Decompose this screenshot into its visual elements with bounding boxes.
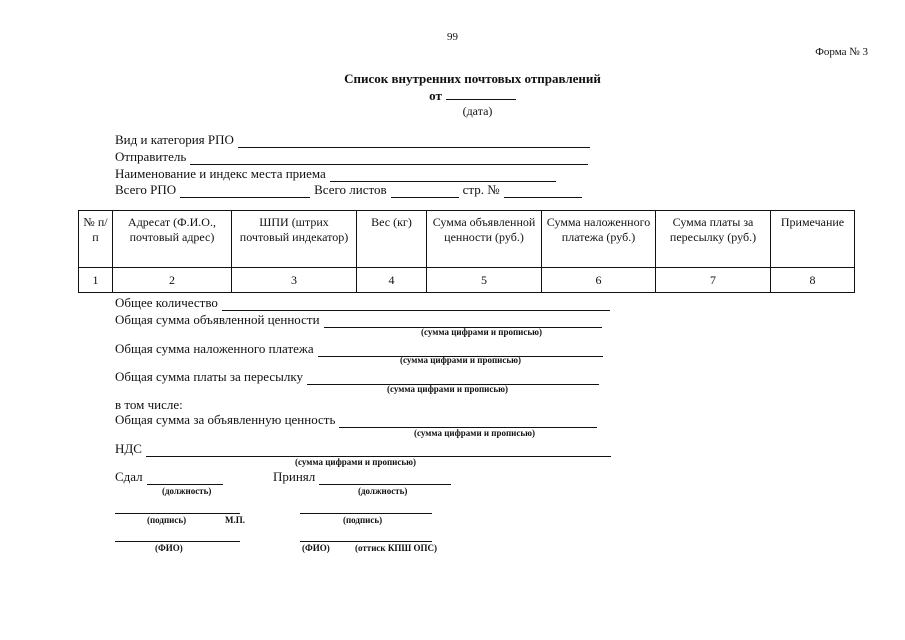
- total-count-line: [222, 298, 610, 311]
- table-header: Сумма наложенного платежа (руб.): [542, 211, 656, 268]
- received-signature-caption: (подпись): [343, 515, 383, 525]
- total-count-field: [115, 295, 610, 311]
- date-line: [0, 88, 905, 104]
- form-number: Форма № 3: [815, 46, 868, 58]
- column-number: 7: [656, 268, 771, 293]
- table-header: Вес (кг): [357, 211, 427, 268]
- total-count-label: Общее количество: [115, 295, 218, 310]
- received-fio-line: [300, 540, 432, 542]
- handed-signature-line: [115, 512, 240, 514]
- column-number: 5: [427, 268, 542, 293]
- document-title: Список внутренних почтовых отправлений: [344, 71, 601, 86]
- including-label: в том числе:: [115, 397, 183, 412]
- table-number-row: [79, 268, 855, 293]
- table-header: Адресат (Ф.И.О., почтовый адрес): [113, 211, 232, 268]
- table-header: ШПИ (штрих почтовый индекатор): [232, 211, 357, 268]
- rpo-table: [78, 210, 855, 293]
- page-label: стр. №: [462, 182, 500, 197]
- for-declared-value-line: [339, 415, 597, 428]
- table-header: Сумма платы за пересылку (руб.): [656, 211, 771, 268]
- reception-place-line: [330, 169, 556, 182]
- received-position-caption: (должность): [358, 486, 408, 496]
- page-line: [504, 185, 582, 198]
- column-number: 3: [232, 268, 357, 293]
- column-number: 2: [113, 268, 232, 293]
- date-blank: [446, 88, 516, 100]
- vat-line: [146, 444, 611, 457]
- declared-value-label: Общая сумма объявленной ценности: [115, 312, 320, 327]
- sum-caption: (сумма цифрами и прописью): [400, 355, 521, 365]
- handed-position-caption: (должность): [162, 486, 212, 496]
- shipping-fee-label: Общая сумма платы за пересылку: [115, 369, 303, 384]
- total-sheets-label: Всего листов: [314, 182, 387, 197]
- sum-caption: (сумма цифрами и прописью): [414, 428, 535, 438]
- vat-label: НДС: [115, 441, 142, 456]
- handed-field: [115, 469, 223, 485]
- handed-fio-caption: (ФИО): [155, 543, 183, 553]
- handed-fio-line: [115, 540, 240, 542]
- stamp-caption: (оттиск КПШ ОПС): [355, 543, 437, 553]
- declared-value-field: [115, 312, 602, 328]
- received-signature-line: [300, 512, 432, 514]
- stamp-place-label: М.П.: [225, 515, 245, 525]
- rpo-type-label: Вид и категория РПО: [115, 132, 234, 147]
- vat-field: [115, 441, 611, 457]
- sum-caption: (сумма цифрами и прописью): [295, 457, 416, 467]
- date-caption: (дата): [462, 104, 493, 118]
- column-number: 1: [79, 268, 113, 293]
- rpo-type-line: [238, 135, 590, 148]
- table-header-row: [79, 211, 855, 268]
- sender-line: [190, 152, 588, 165]
- sender-label: Отправитель: [115, 149, 187, 164]
- for-declared-value-label: Общая сумма за объявленную ценность: [115, 412, 336, 427]
- table-header: № п/п: [79, 211, 113, 268]
- table-header: Примечание: [771, 211, 855, 268]
- rpo-type-field: [115, 132, 590, 148]
- sender-field: [115, 149, 588, 165]
- column-number: 4: [357, 268, 427, 293]
- column-number: 8: [771, 268, 855, 293]
- reception-place-label: Наименование и индекс места приема: [115, 166, 326, 181]
- table-header: Сумма объявленной ценности (руб.): [427, 211, 542, 268]
- received-position-line: [319, 472, 451, 485]
- total-rpo-line: [180, 185, 310, 198]
- handed-label: Сдал: [115, 469, 143, 484]
- received-fio-caption: (ФИО): [302, 543, 330, 553]
- total-sheets-line: [391, 185, 459, 198]
- reception-place-field: [115, 166, 556, 182]
- received-field: [273, 469, 451, 485]
- date-prefix: от: [429, 88, 442, 103]
- totals-row: [115, 182, 582, 198]
- handed-signature-caption: (подпись): [147, 515, 187, 525]
- cod-payment-label: Общая сумма наложенного платежа: [115, 341, 314, 356]
- handed-position-line: [147, 472, 223, 485]
- cod-payment-field: [115, 341, 603, 357]
- sum-caption: (сумма цифрами и прописью): [421, 327, 542, 337]
- shipping-fee-field: [115, 369, 599, 385]
- column-number: 6: [542, 268, 656, 293]
- total-rpo-label: Всего РПО: [115, 182, 177, 197]
- sum-caption: (сумма цифрами и прописью): [387, 384, 508, 394]
- for-declared-value-field: [115, 412, 597, 428]
- received-label: Принял: [273, 469, 316, 484]
- page-number: 99: [447, 31, 458, 43]
